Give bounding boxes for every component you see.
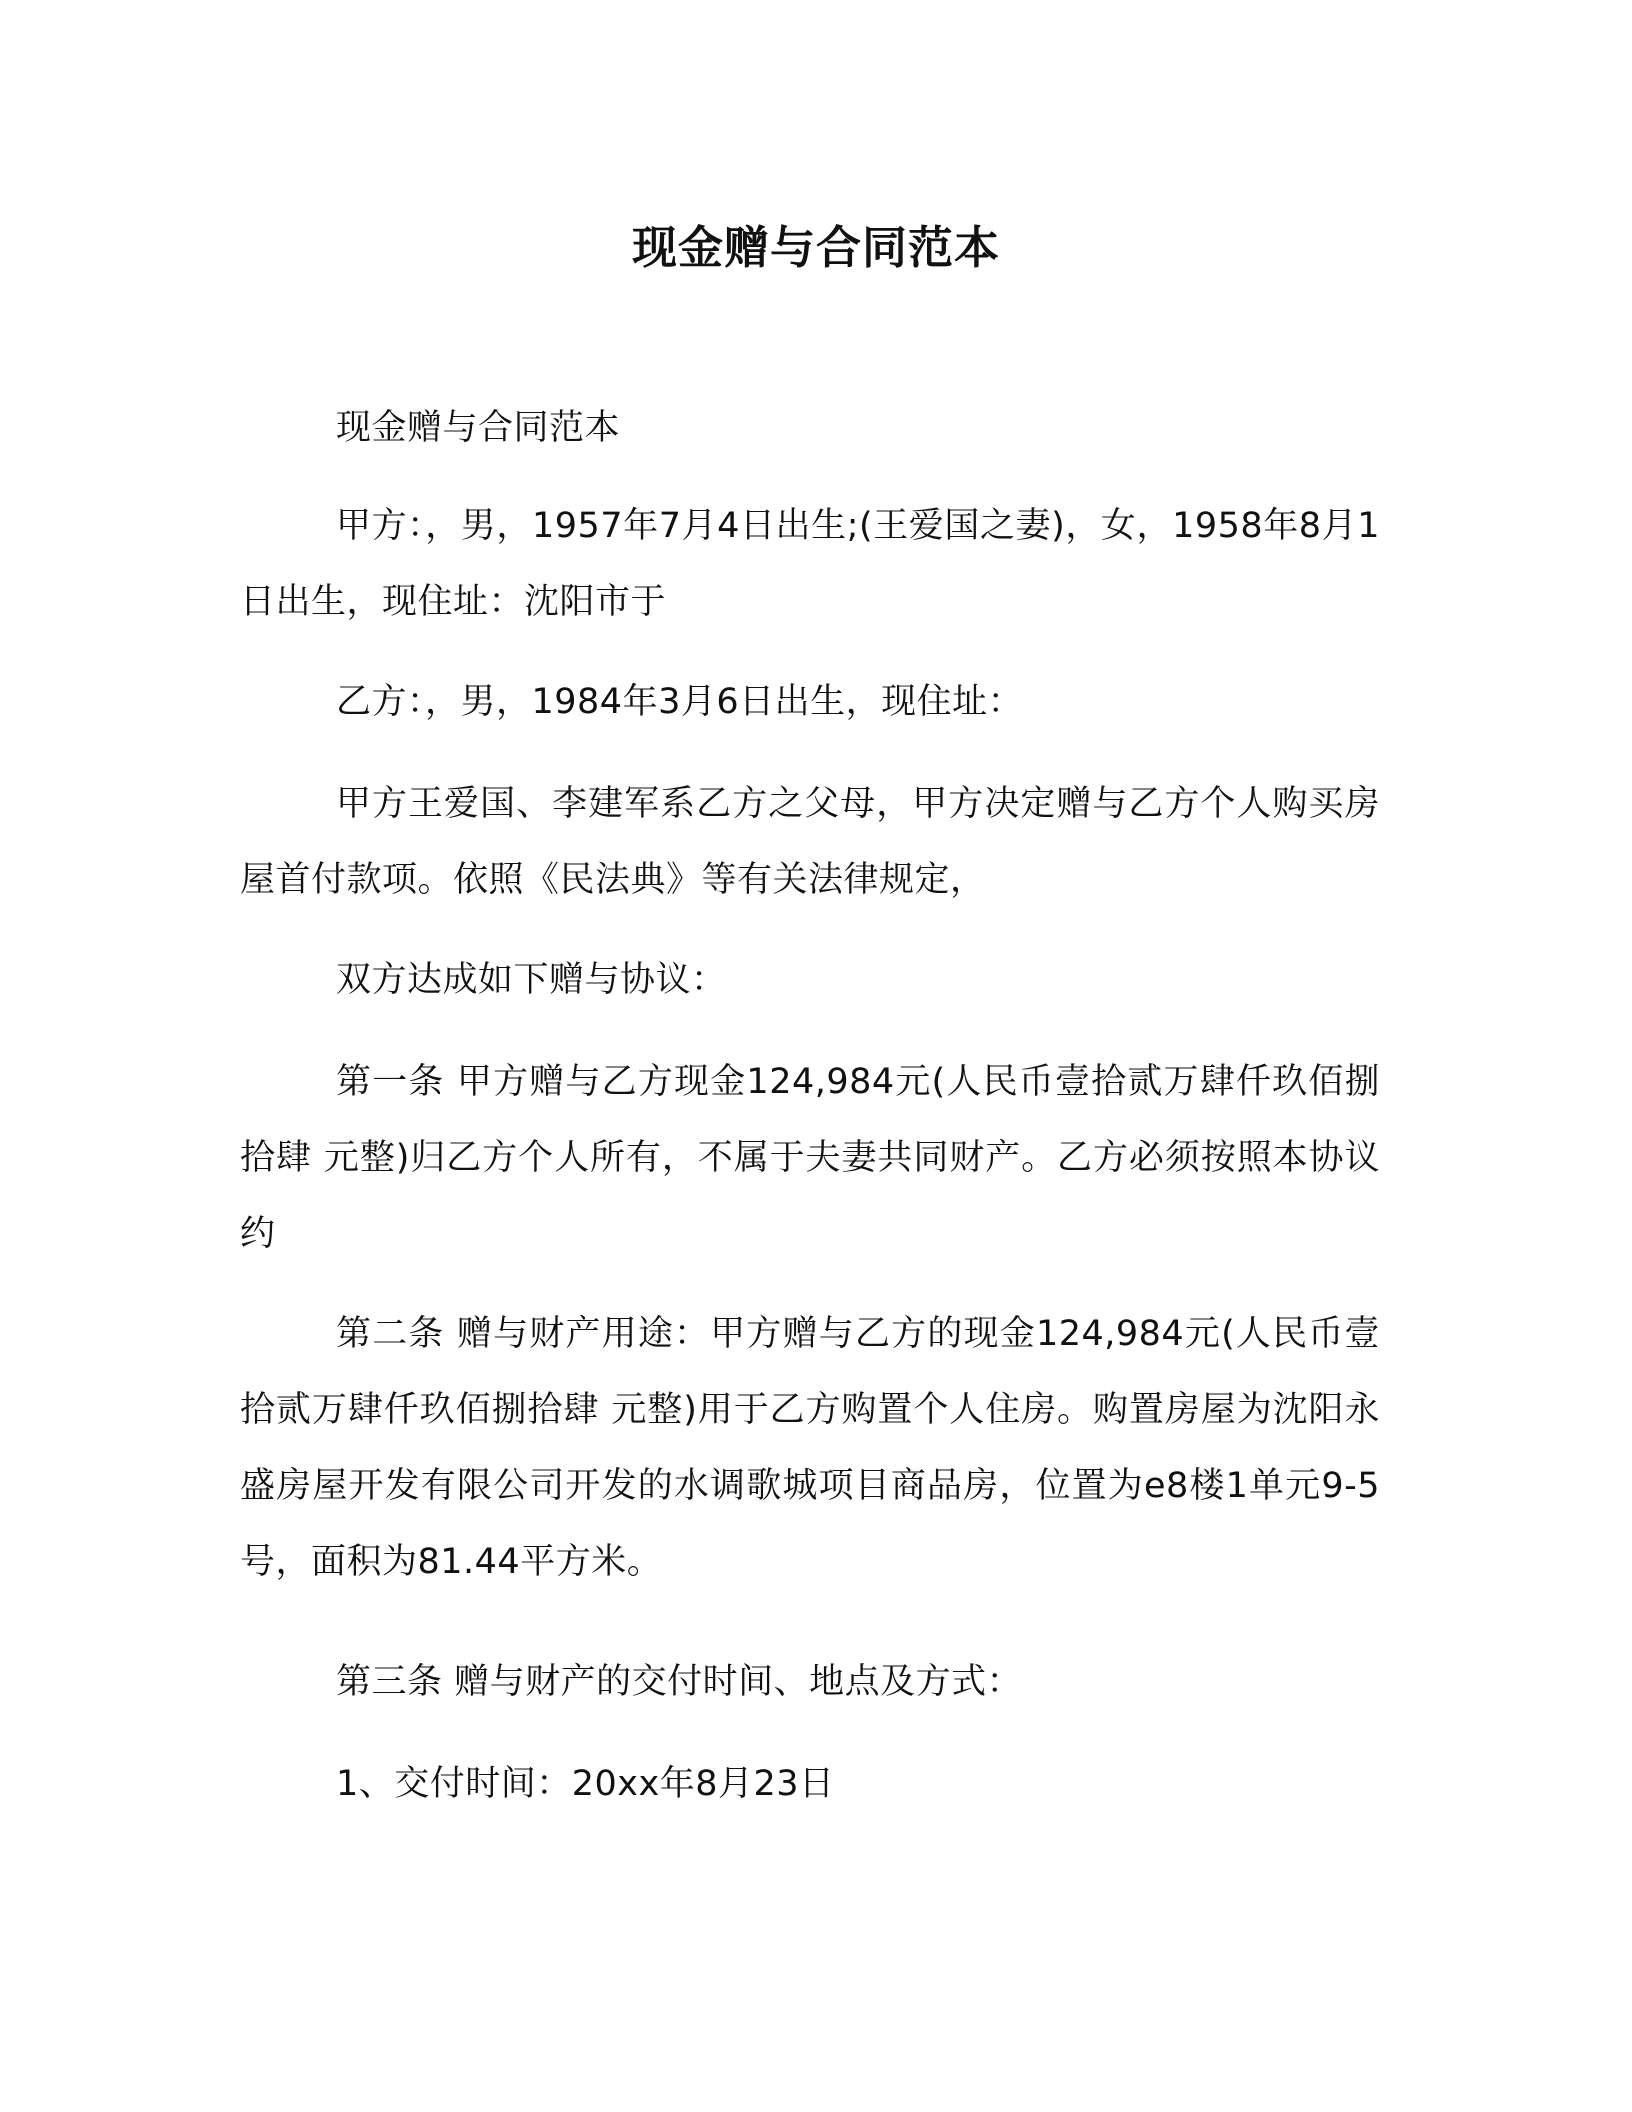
paragraph-background: 甲方王爱国、李建军系乙方之父母，甲方决定赠与乙方个人购买房屋首付款项。依照《民法典》等有关法律规定， bbox=[240, 784, 1380, 900]
paragraph-party-b: 乙方：，男，1984年3月6日出生，现住址： bbox=[336, 682, 1024, 722]
paragraph-article-2: 第二条 赠与财产用途：甲方赠与乙方的现金124,984元(人民币壹拾贰万肆仟玖佰捌拾肆 元整)用于乙方购置个人住房。购置房屋为沈阳永盛房屋开发有限公司开发的水调歌城项目商品房，位置为e8楼1单元9-5号，面积为81.44平方米。 bbox=[240, 1314, 1380, 1582]
paragraph-agreement-intro: 双方达成如下赠与协议： bbox=[336, 960, 727, 1000]
paragraph-party-a: 甲方：，男，1957年7月4日出生;(王爱国之妻)，女，1958年8月1日出生，现住址：沈阳市于 bbox=[240, 506, 1380, 622]
paragraph-delivery-time: 1、交付时间：20xx年8月23日 bbox=[336, 1764, 835, 1804]
paragraph-article-1: 第一条 甲方赠与乙方现金124,984元(人民币壹拾贰万肆仟玖佰捌拾肆 元整)归乙方个人所有，不属于夫妻共同财产。乙方必须按照本协议约 bbox=[240, 1062, 1380, 1254]
paragraph-heading: 现金赠与合同范本 bbox=[336, 408, 621, 448]
paragraph-article-3: 第三条 赠与财产的交付时间、地点及方式： bbox=[336, 1662, 1023, 1702]
document-title: 现金赠与合同范本 bbox=[631, 221, 1000, 274]
